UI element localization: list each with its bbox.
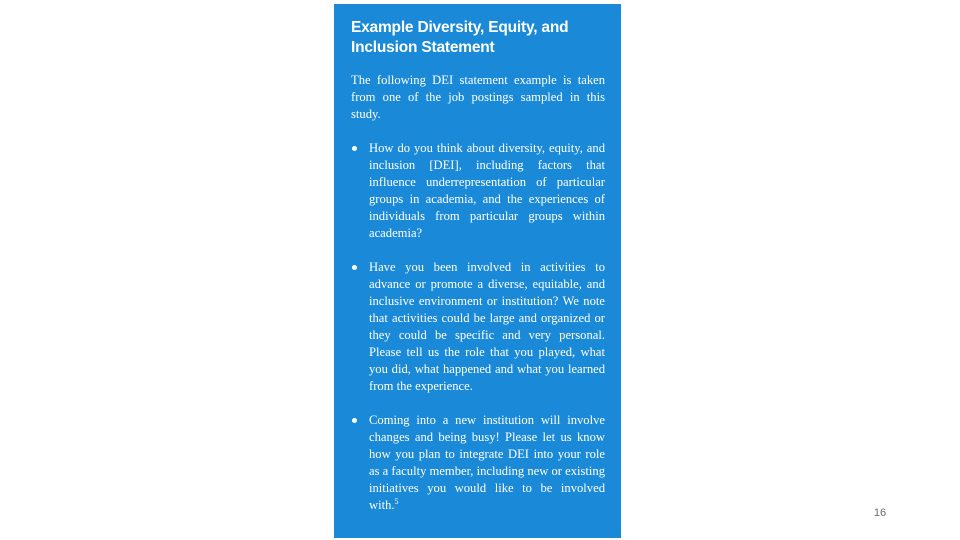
bullet-text: Coming into a new institution will involve changes and being busy! Please let us know how you plan to integrate DEI into your role as a faculty member, including new or existing initiatives you would like to be involved with. — [369, 413, 605, 512]
intro-paragraph: The following DEI statement example is taken from one of the job postings sampled in this study. — [351, 73, 605, 121]
panel-title: Example Diversity, Equity, and Inclusion Statement — [351, 19, 569, 56]
bullet-icon — [352, 418, 357, 423]
list-item — [351, 259, 605, 395]
question-list — [351, 140, 605, 514]
footnote-marker: 5 — [394, 496, 399, 506]
page-number: 16 — [873, 507, 887, 519]
dei-statement-panel — [334, 4, 621, 538]
bullet-text: How do you think about diversity, equity, and inclusion [DEI], including factors that influence underrepresentation of particular groups in academia, and the experiences of individuals from particular groups within academia? — [369, 141, 605, 240]
bullet-icon — [352, 265, 357, 270]
bullet-icon — [352, 146, 357, 151]
bullet-text: Have you been involved in activities to advance or promote a diverse, equitable, and inclusive environment or institution? We note that activities could be large and organized or they could be specific and very personal. Please tell us the role that you played, what you did, what happened and what you learned from the experience. — [369, 260, 605, 393]
list-item — [351, 140, 605, 242]
list-item — [351, 412, 605, 514]
